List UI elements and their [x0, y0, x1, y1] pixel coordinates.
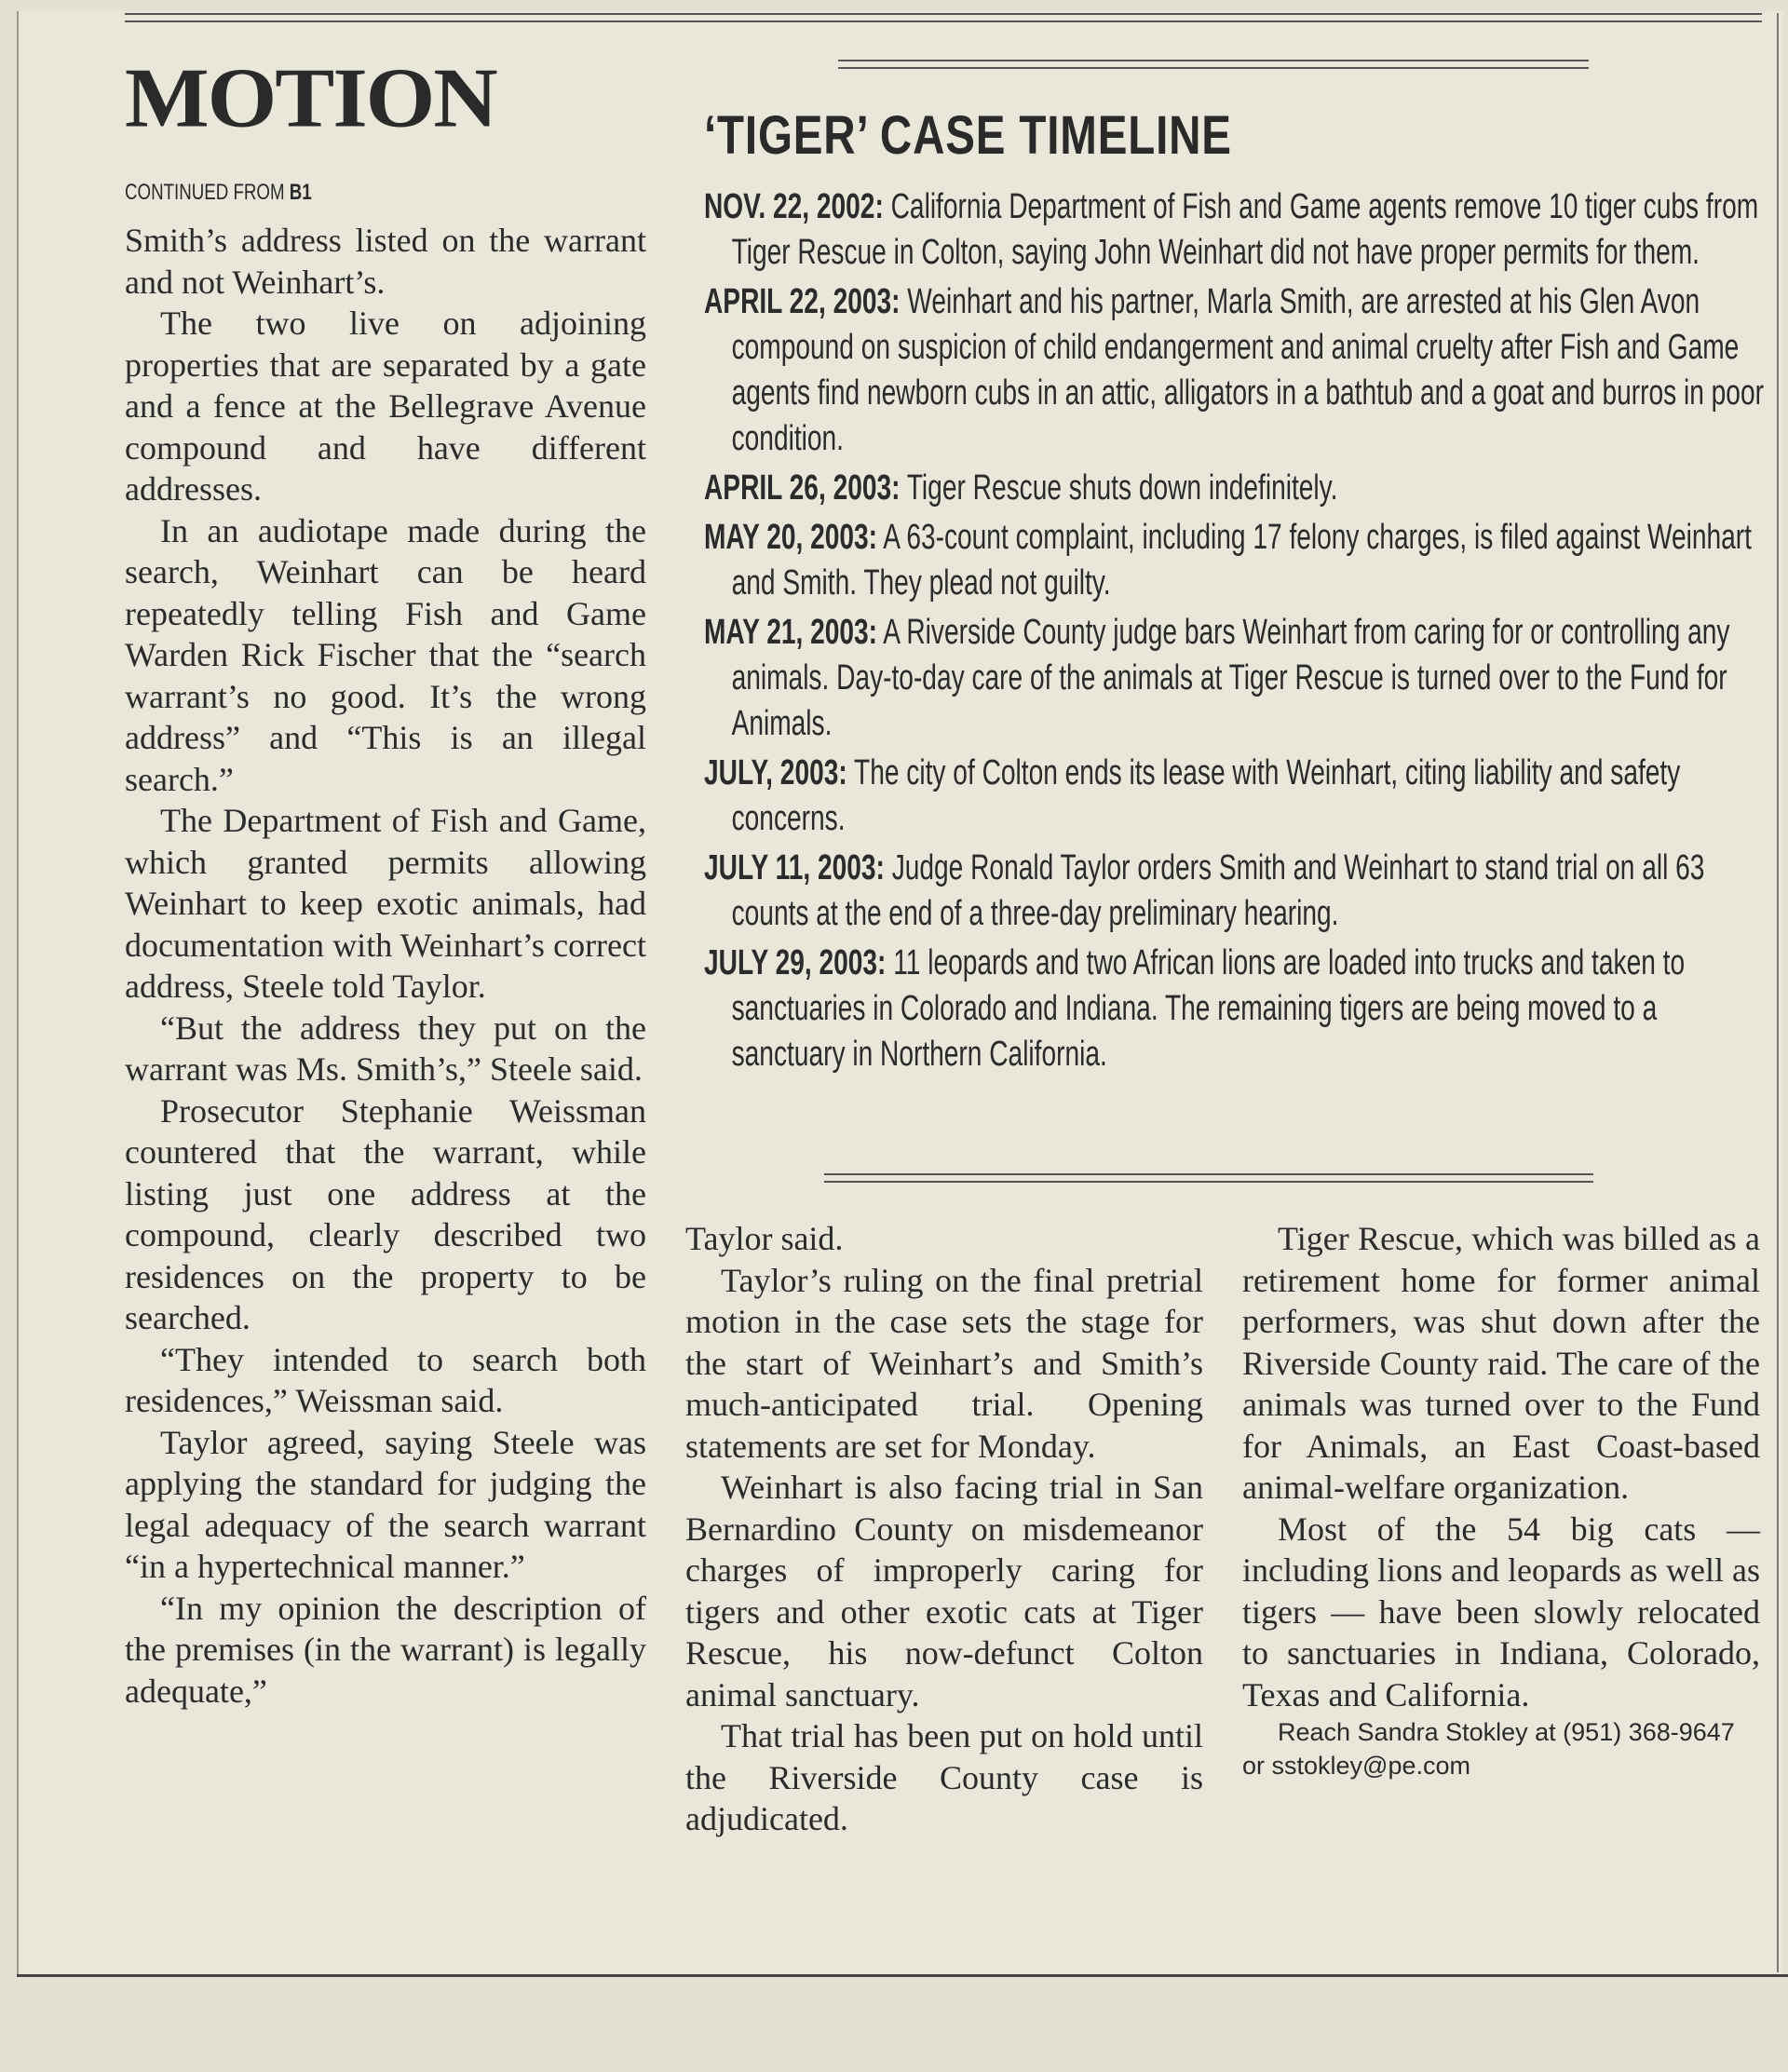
paragraph: Weinhart is also facing trial in San Bernardino County on misdemeanor charges of improperly caring for tigers and other exotic cats at Tiger Rescue, his now-defunct Colton animal sanctuary. [685, 1469, 1203, 1713]
timeline-date: APRIL 26, 2003: [704, 468, 901, 508]
paragraph: Tiger Rescue, which was billed as a retirement home for former animal performers, was shut down after the Riverside County raid. The care of the animals was turned over to the Fund for Animals, an East Coast-based animal-welfare organization. [1242, 1220, 1760, 1506]
paragraph: That trial has been put on hold until the Riverside County case is adjudicated. [685, 1717, 1203, 1837]
continued-page: B1 [289, 180, 312, 205]
bottom-rule [17, 1974, 1788, 1977]
reporter-signoff [1242, 1715, 1760, 1782]
timeline-text: A 63-count complaint, including 17 felony charges, is filed against Weinhart and Smith. They plead not guilty. [731, 518, 1752, 603]
timeline-text: Judge Ronald Taylor orders Smith and Weinhart to stand trial on all 63 counts at the end of a three-day preliminary hearing. [731, 848, 1705, 933]
timeline-top-rule [838, 60, 1589, 69]
timeline [704, 184, 1764, 1081]
timeline-date: APRIL 22, 2003: [704, 282, 901, 321]
timeline-bottom-rule [824, 1173, 1593, 1183]
timeline-date: MAY 20, 2003: [704, 518, 878, 557]
paragraph: The Department of Fish and Game, which granted permits allowing Weinhart to keep exotic animals, had documentation with Weinhart’s correct address, Steele told Taylor. [125, 802, 646, 1005]
article-column-2 [685, 1218, 1203, 1840]
continued-prefix: CONTINUED FROM [125, 180, 285, 205]
right-column-rule [1777, 13, 1779, 1972]
paragraph: Taylor agreed, saying Steele was applying the standard for judging the legal adequacy of the search warrant “in a hypertechnical manner.” [125, 1423, 646, 1585]
headline: MOTION [125, 49, 496, 145]
timeline-entry [704, 279, 1766, 462]
paragraph: The two live on adjoining properties that are separated by a gate and a fence at the Bellegrave Avenue compound and have different addresses. [125, 305, 646, 508]
timeline-text: California Department of Fish and Game agents remove 10 tiger cubs from Tiger Rescue in Colton, saying John Weinhart did not have proper permits for them. [731, 187, 1759, 272]
signoff-line-1: Reach Sandra Stokley at (951) 368-9647 [1278, 1718, 1735, 1746]
timeline-entry [704, 184, 1766, 276]
signoff-email: or sstokley@pe.com [1242, 1752, 1470, 1780]
timeline-text: 11 leopards and two African lions are loaded into trucks and taken to sanctuaries in Colorado and Indiana. The remaining tigers are being moved to a sanctuary in Northern California. [731, 943, 1686, 1074]
continued-from [125, 180, 312, 206]
top-rule [125, 13, 1762, 22]
timeline-text: A Riverside County judge bars Weinhart from caring for or controlling any animals. Day-to-day care of the animals at Tiger Rescue is turned over to the Fund for Animals. [731, 613, 1730, 743]
timeline-entry [704, 751, 1766, 842]
timeline-date: JULY, 2003: [704, 753, 847, 792]
paragraph: Taylor said. [685, 1220, 844, 1257]
timeline-entry [704, 846, 1766, 937]
timeline-date: JULY 11, 2003: [704, 848, 885, 887]
paragraph: Prosecutor Stephanie Weissman countered that the warrant, while listing just one address at the compound, clearly described two residences on the property to be searched. [125, 1091, 646, 1336]
timeline-text: Tiger Rescue shuts down indefinitely. [906, 468, 1338, 508]
timeline-date: NOV. 22, 2002: [704, 187, 884, 226]
paragraph: In an audiotape made during the search, Weinhart can be heard repeatedly telling Fish and Game Warden Rick Fischer that the “search warrant’s no good. It’s the wrong address” and “This is an illegal search.” [125, 511, 646, 798]
timeline-date: MAY 21, 2003: [704, 613, 878, 652]
paragraph: “In my opinion the description of the premises (in the warrant) is legally adequate,” [125, 1589, 646, 1710]
timeline-entry [704, 515, 1766, 606]
timeline-entry [704, 941, 1766, 1077]
timeline-entry [704, 610, 1766, 747]
article-column-1 [125, 220, 646, 1712]
paragraph: Most of the 54 big cats — including lions and leopards as well as tigers — have been slowly relocated to sanctuaries in Indiana, Colorado, Texas and California. [1242, 1510, 1760, 1713]
timeline-date: JULY 29, 2003: [704, 943, 887, 982]
timeline-text: Weinhart and his partner, Marla Smith, are arrested at his Glen Avon compound on suspicion of child endangerment and animal cruelty after Fish and Game agents find newborn cubs in an attic, alligators in a bathtub and a goat and burros in poor condition. [731, 282, 1764, 458]
paragraph: Smith’s address listed on the warrant and not Weinhart’s. [125, 222, 646, 301]
timeline-entry [704, 466, 1766, 511]
timeline-text: The city of Colton ends its lease with Weinhart, citing liability and safety concerns. [731, 753, 1681, 838]
paragraph: “They intended to search both residences,” Weissman said. [125, 1340, 646, 1419]
paragraph: Taylor’s ruling on the final pretrial motion in the case sets the stage for the start of Weinhart’s and Smith’s much-anticipated trial. Opening statements are set for Monday. [685, 1261, 1203, 1465]
article-column-3 [1242, 1218, 1760, 1782]
paragraph: “But the address they put on the warrant was Ms. Smith’s,” Steele said. [125, 1009, 646, 1088]
timeline-title: ‘TIGER’ CASE TIMELINE [704, 105, 1232, 166]
